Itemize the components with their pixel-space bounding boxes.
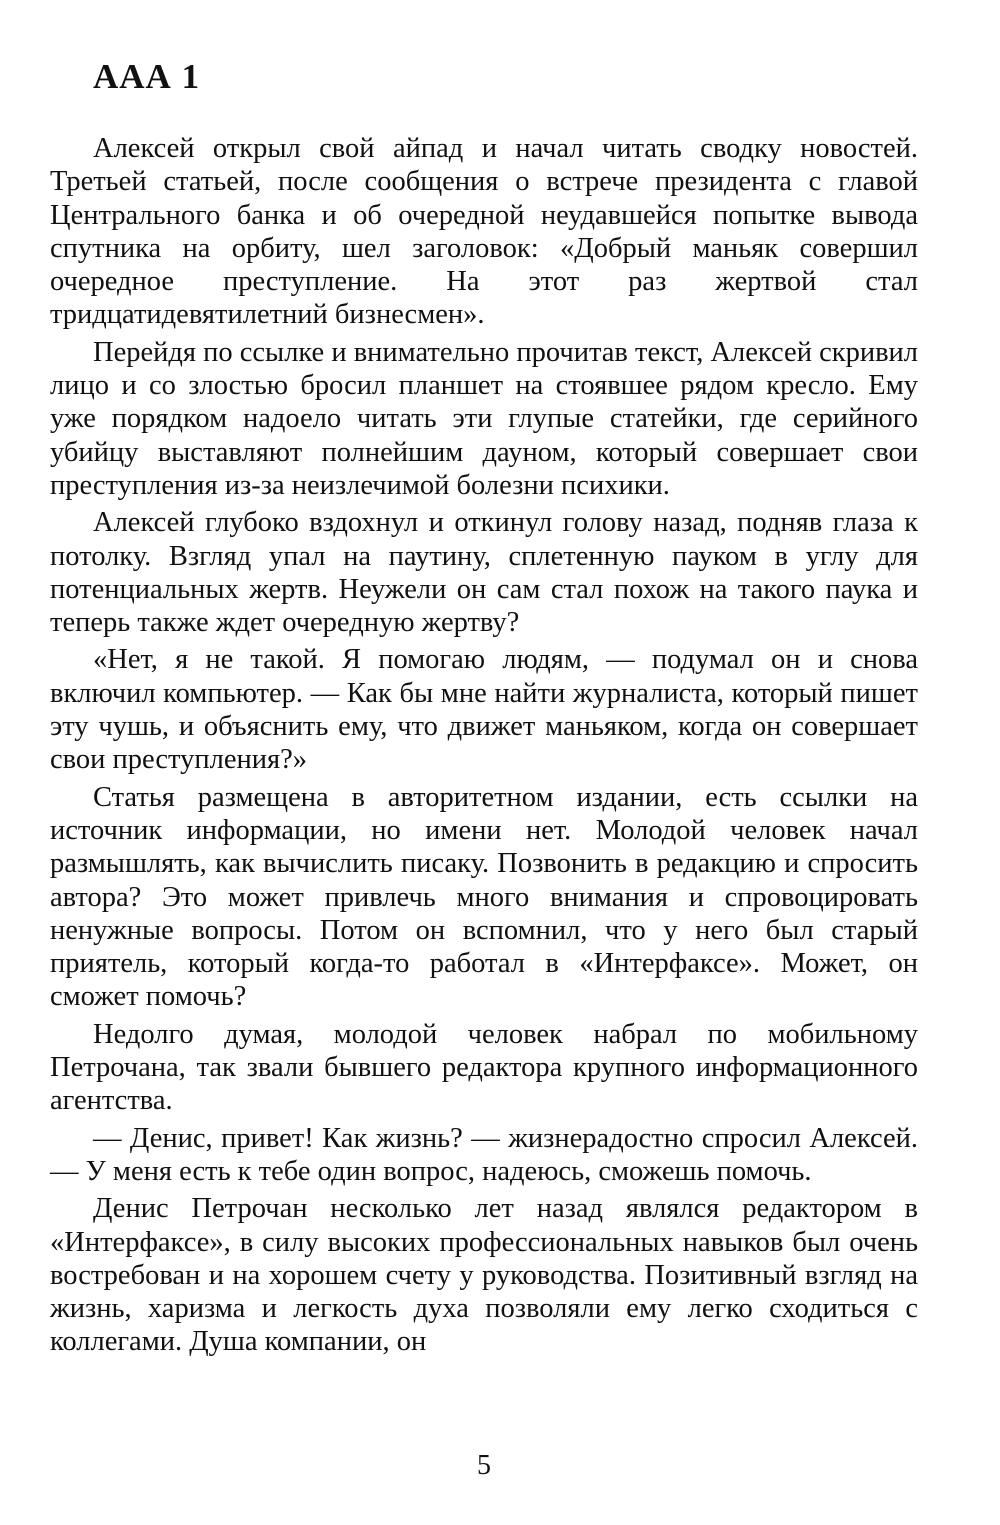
paragraph: — Денис, привет! Как жизнь? — жизнерадостно спросил Алексей. — У меня есть к тебе один вопрос, надеюсь, сможешь помочь.	[50, 1122, 918, 1187]
page-number: 5	[477, 1450, 491, 1481]
paragraph: Статья размещена в авторитетном издании, есть ссылки на источник информации, но имени нет. Молодой человек начал размышлять, как вычислить писаку. Позвонить в редакцию и спросить автора? Это может привлечь много внимания и спровоцировать ненужные вопросы. Потом он вспомнил, что у него был старый приятель, который когда-то работал в «Интерфаксе». Может, он сможет помочь?	[50, 781, 918, 1013]
paragraph: Алексей глубоко вздохнул и откинул голову назад, подняв глаза к потолку. Взгляд упал на паутину, сплетенную пауком в углу для потенциальных жертв. Неужели он сам стал похож на такого паука и теперь также ждет очередную жертву?	[50, 507, 918, 639]
chapter-title: ААА 1	[93, 57, 201, 96]
paragraph: Перейдя по ссылке и внимательно прочитав текст, Алексей скривил лицо и со злостью бросил планшет на стоявшее рядом кресло. Ему уже порядком надоело читать эти глупые статейки, где серийного убийцу выставляют полнейшим дауном, который совершает свои преступления из-за неизлечимой болезни психики.	[50, 336, 918, 501]
paragraph: Денис Петрочан несколько лет назад являлся редактором в «Интерфаксе», в силу высоких профессиональных навыков был очень востребован и на хорошем счету у руководства. Позитивный взгляд на жизнь, харизма и легкость духа позволяли ему легко сходиться с коллегами. Душа компании, он	[50, 1193, 918, 1358]
paragraph: Недолго думая, молодой человек набрал по мобильному Петрочана, так звали бывшего редактора крупного информационного агентства.	[50, 1018, 918, 1117]
paragraph: Алексей открыл свой айпад и начал читать сводку новостей. Третьей статьей, после сообщения о встрече президента с главой Центрального банка и об очередной неудавшейся попытке вывода спутника на орбиту, шел заголовок: «Добрый маньяк совершил очередное преступление. На этот раз жертвой стал тридцатидевятилетний бизнесмен».	[50, 133, 918, 331]
body-text	[50, 132, 918, 1359]
paragraph: «Нет, я не такой. Я помогаю людям, — подумал он и снова включил компьютер. — Как бы мне найти журналиста, который пишет эту чушь, и объяснить ему, что движет маньяком, когда он совершает свои преступления?»	[50, 644, 918, 776]
